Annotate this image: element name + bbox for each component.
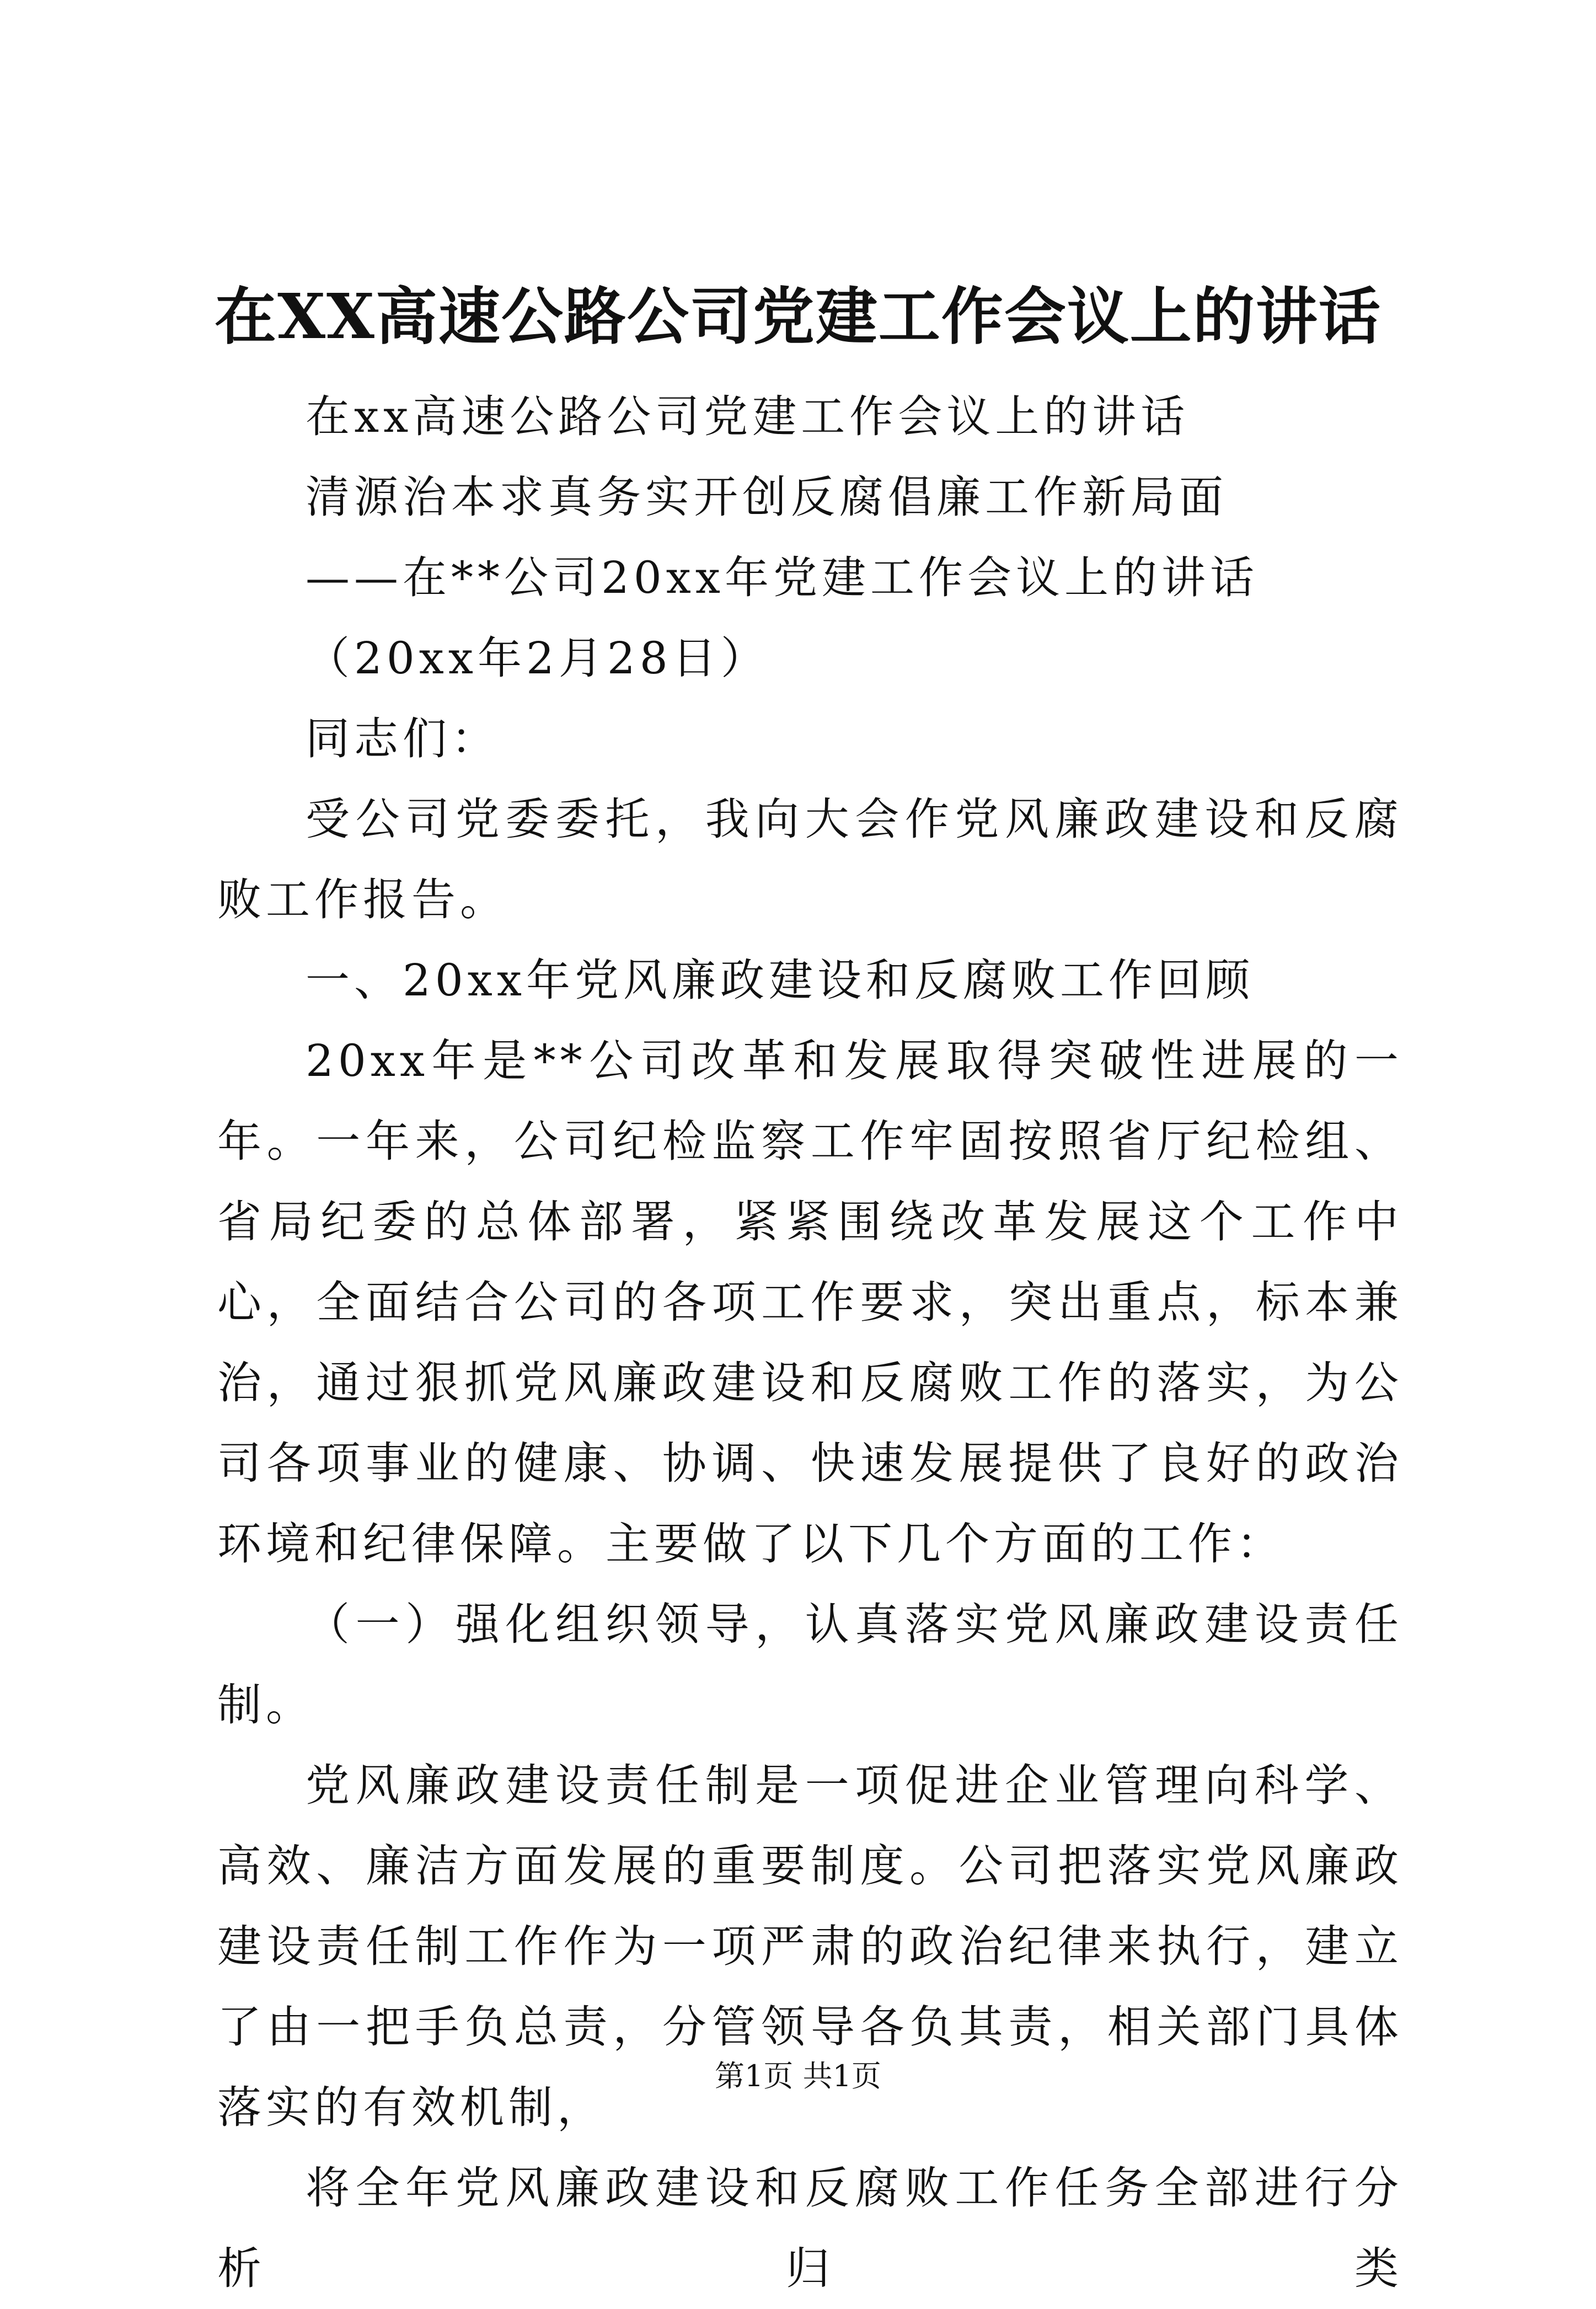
paragraph-headline: 清源治本求真务实开创反腐倡廉工作新局面 (306, 472, 1228, 523)
paragraph-subtitle: 在xx高速公路公司党建工作会议上的讲话 (306, 391, 1190, 442)
document-body (217, 377, 1403, 2309)
paragraph-date: （20xx年2月28日） (306, 633, 769, 684)
paragraph-review-summary: 20xx年是**公司改革和发展取得突破性进展的一年。一年来，公司纪检监察工作牢固按照省厅纪检组、省局纪委的总体部署，紧紧围绕改革发展这个工作中心，全面结合公司的各项工作要求，突出重点，标本兼治，通过狠抓党风廉政建设和反腐败工作的落实，为公司各项事业的健康、协调、快速发展提供了良好的政治环境和纪律保障。主要做了以下几个方面的工作： (217, 1035, 1403, 1569)
section-heading-review: 一、20xx年党风廉政建设和反腐败工作回顾 (306, 955, 1255, 1006)
paragraph-salutation: 同志们： (306, 713, 500, 764)
paragraph-task-analysis: 将全年党风廉政建设和反腐败工作任务全部进行分析归类 (217, 2162, 1403, 2294)
document-title: 在XX高速公路公司党建工作会议上的讲话 (215, 281, 1381, 353)
paragraph-responsibility-system: 党风廉政建设责任制是一项促进企业管理向科学、高效、廉洁方面发展的重要制度。公司把落实党风廉政建设责任制工作作为一项严肃的政治纪律来执行，建立了由一把手负总责，分管领导各负其责，相关部门具体落实的有效机制， (217, 1760, 1403, 2133)
paragraph-speech-occasion: ——在**公司20xx年党建工作会议上的讲话 (306, 552, 1259, 603)
paragraph-intro: 受公司党委委托，我向大会作党风廉政建设和反腐败工作报告。 (217, 794, 1403, 925)
subsection-heading-leadership: （一）强化组织领导，认真落实党风廉政建设责任制。 (217, 1599, 1403, 1731)
page-footer: 第1页 共1页 (715, 2059, 881, 2093)
